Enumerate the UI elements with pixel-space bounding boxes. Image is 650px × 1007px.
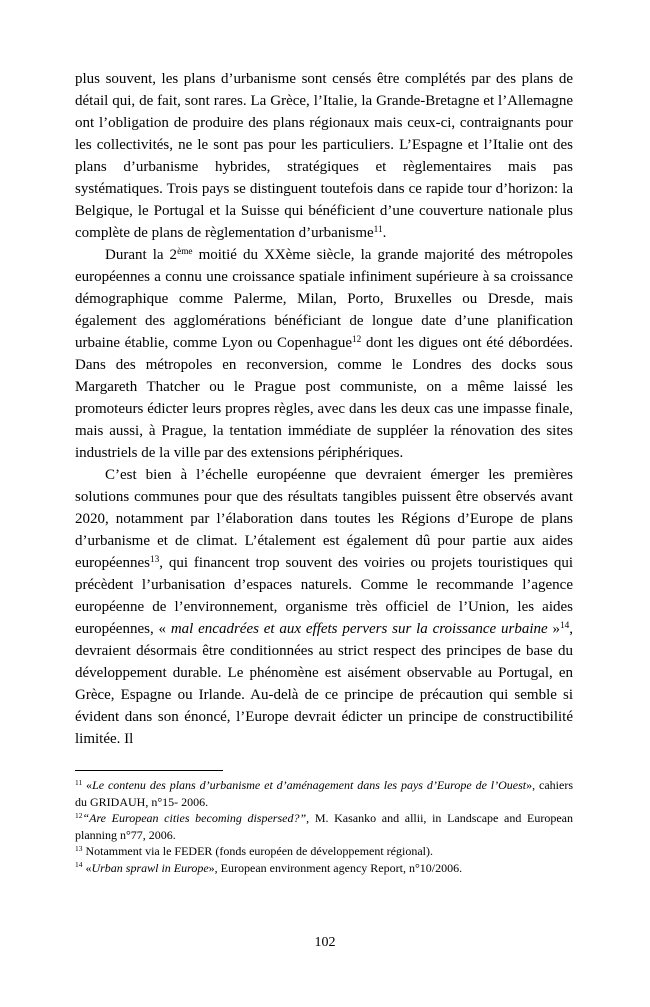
- footnote-13: $^{13}$ Notamment via le FEDER (fonds européen de développement régional).: [75, 843, 433, 858]
- page-number: 102: [314, 935, 336, 950]
- footnote-14: $^{14}$ «Urban sprawl in Europe», European environment agency Report, n°10/2006.: [75, 860, 463, 875]
- body-paragraph-1: plus souvent, les plans d’urbanisme sont censés être complétés par des plans de détail qui, de fait, sont rares. La Grèce, l’Italie, la Grande-Bretagne et l’Allemagne ont l’obligation de produire des plans régionaux mais ceux-ci, contraignants pour les collectivités, ne le sont pas pour les particuliers. L’Espagne et l’Italie ont des plans d’urbanisme hybrides, stratégiques et règlementaires mais pas systématiques. Trois pays se distinguent toutefois dans ce rapide tour d’horizon: la Belgique, le Portugal et la Suisse qui bénéficient d’une couverture nationale plus complète de plans de règlementation d’urbanisme$^{11}$.: [75, 71, 573, 241]
- footnote-12: $^{12}$“Are European cities becoming dispersed?”, M. Kasanko and allii, in Landscape and European planning n°77, 2006.: [75, 810, 573, 842]
- footnote-11: $^{11}$ «Le contenu des plans d’urbanisme et d’aménagement dans les pays d’Europe de l’Ouest», cahiers du GRIDAUH, n°15- 2006.: [75, 777, 574, 809]
- body-paragraph-2: Durant la 2ème moitié du XXème siècle, la grande majorité des métropoles européennes a connu une croissance spatiale infiniment supérieure à sa croissance démographique comme Palerme, Milan, Porto, Bruxelles ou Dresde, mais également des agglomérations bénéficiant de longue date d’une planification urbaine établie, comme Lyon ou Copenhague$^{12}$ dont les digues ont été débordées. Dans des métropoles en reconversion, comme le Londres des docks sous Margareth Thatcher ou le Prague post communiste, on a même laissé les promoteurs édicter leurs propres règles, avec dans les deux cas une impasse finale, mais aussi, à Prague, la tentation immédiate de suppléer la rénovation des sites industriels de la ville par des extensions périphériques.: [75, 246, 573, 461]
- footnotes-section: [75, 770, 573, 876]
- page-body: [75, 68, 573, 750]
- footnote-separator-rule: [75, 770, 223, 771]
- body-paragraph-3: C’est bien à l’échelle européenne que devraient émerger les premières solutions communes pour que des résultats tangibles puissent être observés avant 2020, notamment par l’élaboration dans toutes les Régions d’Europe de plans d’urbanisme et de climat. L’étalement est également dû pour partie aux aides européennes$^{13}$, qui financent trop souvent des voiries ou projets touristiques qui précèdent l’urbanisation d’espaces naturels. Comme le recommande l’agence européenne de l’environnement, organisme très officiel de l’Union, les aides européennes, « mal encadrées et aux effets pervers sur la croissance urbaine »$^{14}$, devraient désormais être conditionnées au strict respect des principes de base du développement durable. Le phénomène est aisément observable au Portugal, en Grèce, Espagne ou Irlande. Au-delà de ce principe de précaution qui semble si évident dans son énoncé, l’Europe devrait édicter un principe de constructibilité limitée. Il: [75, 467, 574, 747]
